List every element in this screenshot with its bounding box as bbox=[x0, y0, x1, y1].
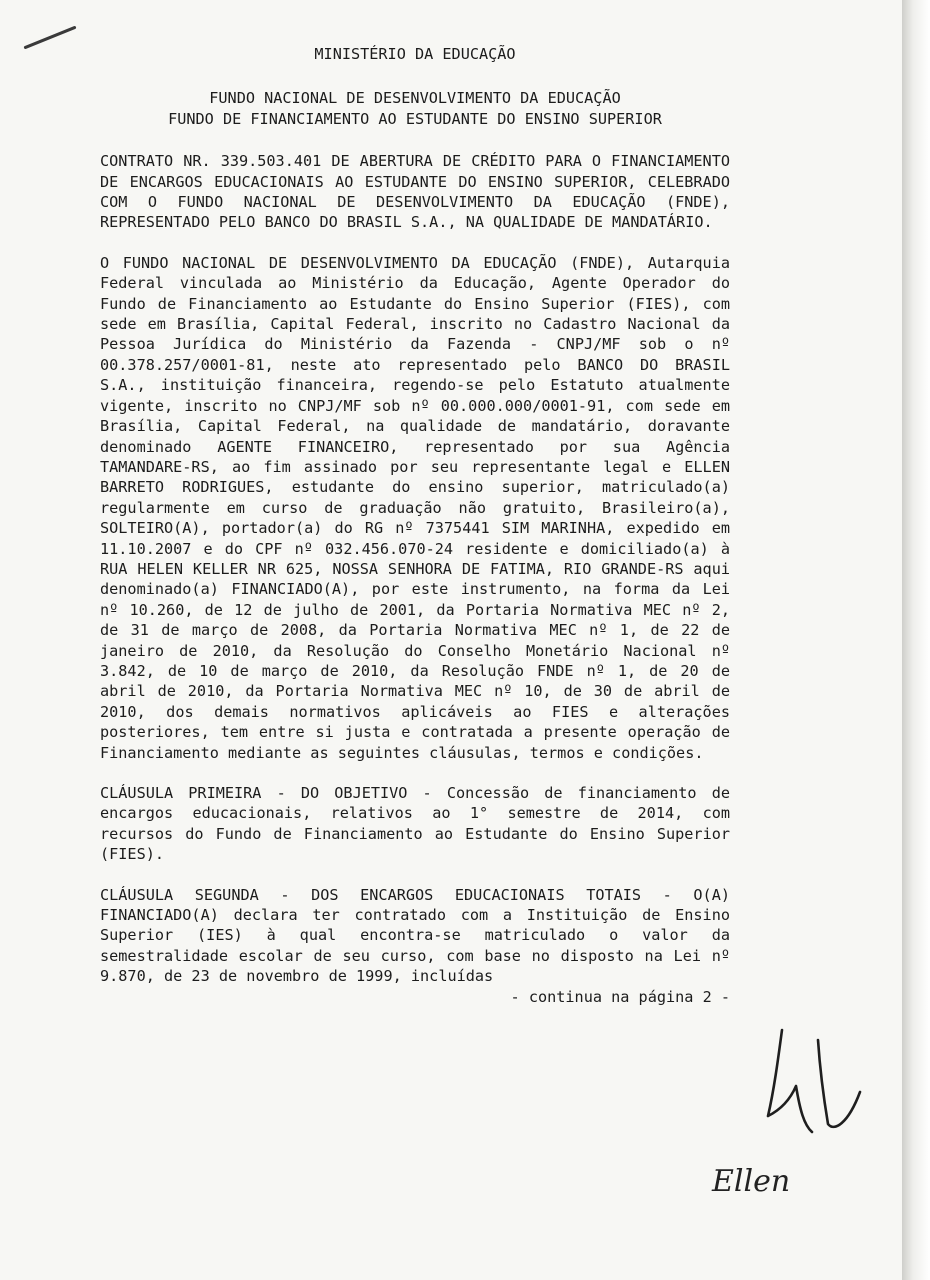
ministry-heading: MINISTÉRIO DA EDUCAÇÃO bbox=[314, 45, 516, 63]
page-edge bbox=[902, 0, 930, 1280]
clause-second: CLÁUSULA SEGUNDA - DOS ENCARGOS EDUCACIONAIS TOTAIS - O(A) FINANCIADO(A) declara ter contratado com a Instituição de Ensino Superior (IES) à qual encontra-se matriculado o valor da semestralidade escolar de seu curso, com base no disposto na Lei nº 9.870, de 23 de novembro de 1999, incluídas bbox=[100, 885, 730, 986]
fund-heading-2: FUNDO DE FINANCIAMENTO AO ESTUDANTE DO ENSINO SUPERIOR bbox=[168, 109, 662, 128]
contract-body bbox=[100, 44, 730, 1007]
continuation-note: - continua na página 2 - bbox=[510, 987, 730, 1006]
handwritten-initials: Ellen bbox=[712, 1164, 791, 1199]
contract-title: CONTRATO NR. 339.503.401 DE ABERTURA DE CRÉDITO PARA O FINANCIAMENTO DE ENCARGOS EDUCACIONAIS AO ESTUDANTE DO ENSINO SUPERIOR, CELEBRADO COM O FUNDO NACIONAL DE DESENVOLVIMENTO DA EDUCAÇÃO (FNDE), REPRESENTADO PELO BANCO DO BRASIL S.A., NA QUALIDADE DE MANDATÁRIO. bbox=[100, 152, 730, 232]
fund-heading-1: FUNDO NACIONAL DE DESENVOLVIMENTO DA EDUCAÇÃO bbox=[209, 89, 621, 108]
clause-first: CLÁUSULA PRIMEIRA - DO OBJETIVO - Concessão de financiamento de encargos educacionais, relativos ao 1° semestre de 2014, com recursos do Fundo de Financiamento ao Estudante do Ensino Superior (FIES). bbox=[100, 784, 730, 864]
preamble-paragraph: O FUNDO NACIONAL DE DESENVOLVIMENTO DA EDUCAÇÃO (FNDE), Autarquia Federal vinculada ao Ministério da Educação, Agente Operador do Fundo de Financiamento ao Estudante do Ensino Superior (FIES), com sede em Brasília, Capital Federal, inscrito no Cadastro Nacional da Pessoa Jurídica do Ministério da Fazenda - CNPJ/MF sob o nº 00.378.257/0001-81, neste ato representado pelo BANCO DO BRASIL S.A., instituição financeira, regendo-se pelo Estatuto atualmente vigente, inscrito no CNPJ/MF sob nº 00.000.000/0001-91, com sede em Brasília, Capital Federal, na qualidade de mandatário, doravante denominado AGENTE FINANCEIRO, representado por sua Agência TAMANDARE-RS, ao fim assinado por seu representante legal e ELLEN BARRETO RODRIGUES, estudante do ensino superior, matriculado(a) regularmente em curso de graduação não gratuito, Brasileiro(a), SOLTEIRO(A), portador(a) do RG nº 7375441 SIM MARINHA, expedido em 11.10.2007 e do CPF nº 032.456.070-24 residente e domiciliado(a) à RUA HELEN KELLER NR 625, NOSSA SENHORA DE FATIMA, RIO GRANDE-RS aqui denominado(a) FINANCIADO(A), por este instrumento, na forma da Lei nº 10.260, de 12 de julho de 2001, da Portaria Normativa MEC nº 2, de 31 de março de 2008, da Portaria Normativa MEC nº 1, de 22 de janeiro de 2010, da Resolução do Conselho Monetário Nacional nº 3.842, de 10 de março de 2010, da Resolução FNDE nº 1, de 20 de abril de 2010, da Portaria Normativa MEC nº 10, de 30 de abril de 2010, dos demais normativos aplicáveis ao FIES e alterações posteriores, tem entre si justa e contratada a presente operação de Financiamento mediante as seguintes cláusulas, termos e condições. bbox=[100, 253, 730, 762]
signature-mark bbox=[760, 1020, 870, 1150]
